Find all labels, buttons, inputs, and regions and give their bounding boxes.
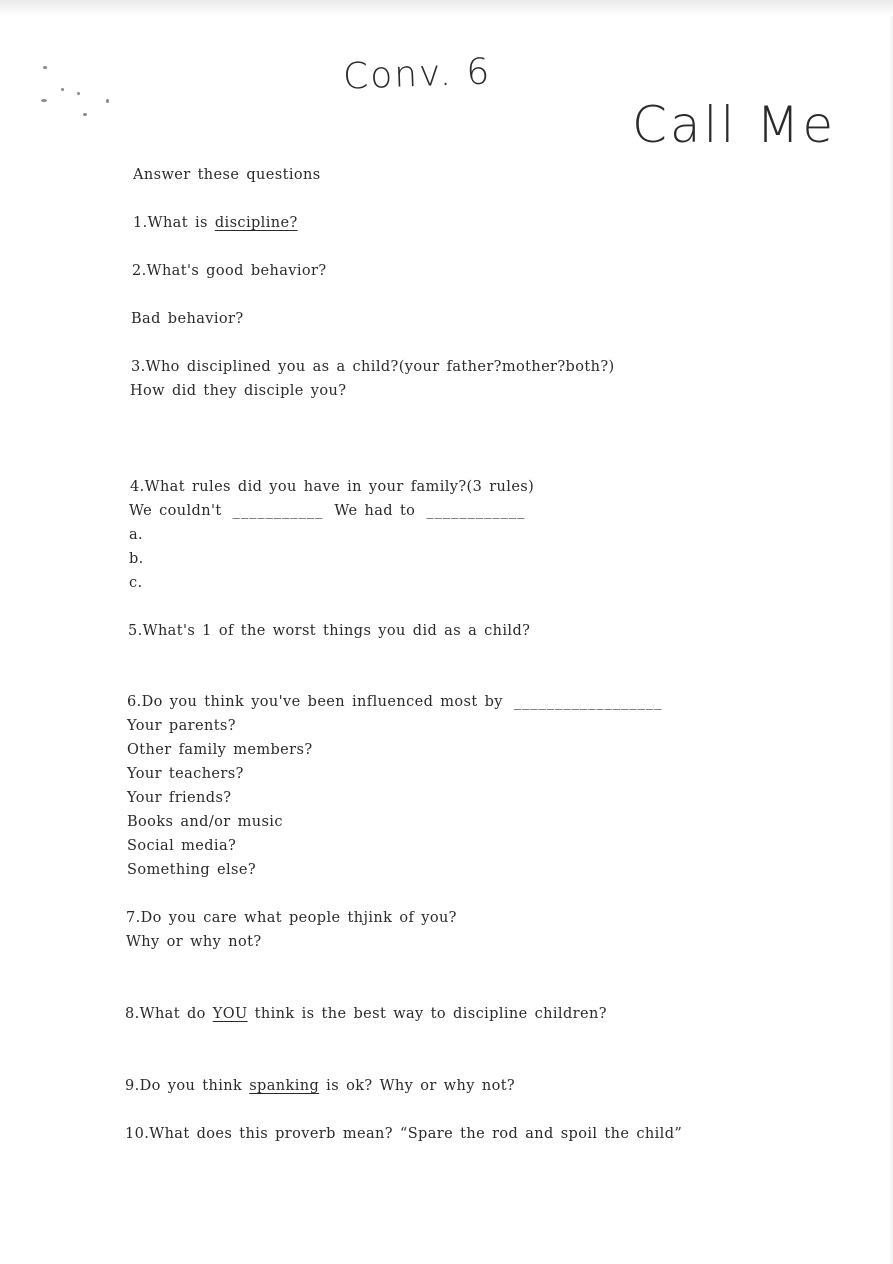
question-6-option: Something else? (127, 862, 257, 878)
scan-right-edge (889, 16, 893, 1264)
question-6 (127, 693, 666, 711)
question-3-followup: How did they disciple you? (130, 383, 347, 399)
question-2-followup: Bad behavior? (131, 311, 244, 327)
handwritten-name: Call Me (632, 96, 837, 154)
scan-top-edge (0, 0, 893, 16)
question-6-text: 6.Do you think you've been influenced most by (127, 694, 503, 710)
question-6-option: Books and/or music (127, 814, 283, 830)
question-4-item-b: b. (129, 551, 144, 567)
question-1-text: 1.What is (133, 215, 215, 231)
question-7: 7.Do you care what people thjink of you? (126, 910, 457, 926)
question-6-option: Your parents? (127, 718, 236, 734)
question-8-prefix: 8.What do (125, 1006, 213, 1022)
question-1 (133, 214, 298, 232)
question-9 (125, 1077, 515, 1095)
question-4-had-to: We had to (334, 503, 416, 519)
question-8-suffix: think is the best way to discipline children? (247, 1006, 607, 1022)
question-9-prefix: 9.Do you think (125, 1078, 250, 1094)
question-10: 10.What does this proverb mean? “Spare the rod and spoil the child” (125, 1126, 683, 1142)
question-9-keyword: spanking (249, 1078, 320, 1094)
instruction: Answer these questions (133, 167, 321, 183)
question-4-blank-1: ___________ (232, 503, 324, 519)
question-6-option: Your friends? (127, 790, 232, 806)
question-7-followup: Why or why not? (126, 934, 262, 950)
question-9-suffix: is ok? Why or why not? (319, 1078, 516, 1094)
question-4: 4.What rules did you have in your family?(3 rules) (130, 479, 535, 495)
question-3: 3.Who disciplined you as a child?(your father?mother?both?) (131, 359, 615, 375)
question-4-couldnt: We couldn't (129, 503, 222, 519)
question-4-blank-2: ____________ (426, 503, 526, 519)
question-4-template (129, 502, 529, 520)
question-2: 2.What's good behavior? (132, 263, 327, 279)
question-4-item-a: a. (129, 527, 144, 543)
question-1-keyword: discipline? (214, 215, 298, 231)
question-6-option: Other family members? (127, 742, 313, 758)
question-8 (125, 1005, 607, 1023)
question-4-item-c: c. (129, 575, 143, 591)
question-6-option: Your teachers? (127, 766, 244, 782)
handwritten-title: Conv. 6 (342, 51, 492, 98)
question-8-keyword: YOU (212, 1006, 248, 1022)
question-5: 5.What's 1 of the worst things you did as a child? (128, 623, 531, 639)
question-6-option: Social media? (127, 838, 237, 854)
question-6-blank: __________________ (513, 694, 663, 710)
